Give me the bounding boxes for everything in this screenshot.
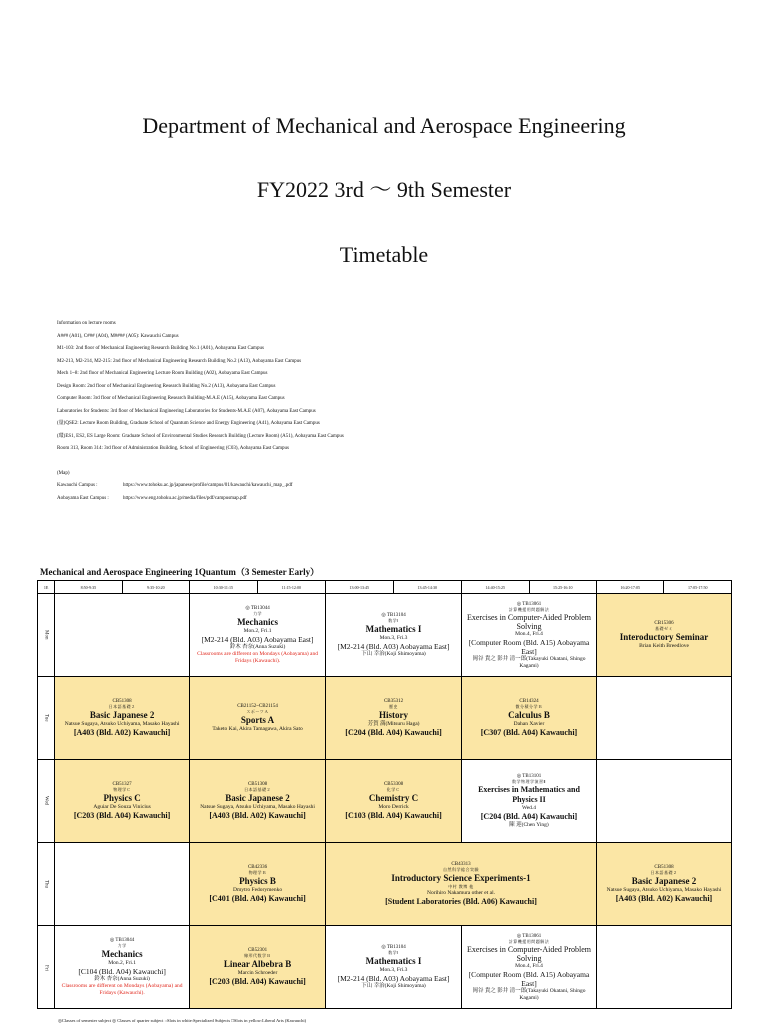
corner-cell: 1E [38, 581, 55, 594]
map-campus: Kawauchi Campus : [57, 483, 98, 488]
class-cell[interactable]: CB51327 物理学Ｃ Physics C Aguiar De Souza Vinicius [C203 (Bld. A04) Kawauchi] [55, 760, 190, 843]
map-link-row [57, 480, 737, 493]
map-link[interactable]: https://www.eng.tohoku.ac.jp/media/files/pdf/campusmap.pdf [123, 495, 247, 501]
class-cell[interactable]: CB52301 線形代数学Ｂ Linear Albebra B Marcin Schroeder [C203 (Bld. A04) Kawauchi] [190, 926, 326, 1009]
page-title: Department of Mechanical and Aerospace Engineering [142, 113, 626, 138]
info-line: (量)QSE2: Lecture Room Building, Graduate School of Quantum Science and Energy Engineering (A41), Aobayama East Campus [57, 421, 320, 426]
day-label: Fri [38, 926, 55, 1009]
empty-slot [596, 677, 731, 760]
info-line: Design Room: 2nd floor of Mechanical Engineering Research Building No.2 (A13), Aobayama East Campus [57, 383, 276, 389]
timetable-title: Mechanical and Aerospace Engineering 1Quantum（3 Semester Early） [40, 567, 320, 577]
class-cell[interactable]: ◎ TB13104 数学Ⅰ Mathematics I Mon.3, Fri.3 [M2-214 (Bld. A03) Aobayama East] 下山 幸治(Koji Shimoyama) [326, 926, 462, 1009]
class-cell[interactable]: CB43313 自然科学総合実験 Introductory Science Experiments-1 中村 教博 他 Norihiro Nakamura other et al. [Student Laboratories (Bld. A06) Kawauchi] [326, 843, 597, 926]
class-cell[interactable]: ◎ TB13061 計算機援用問題解法 Exercises in Computer-Aided Problem Solving Mon.4, Fri.4 [Computer Room (Bld. A15) Aobayama East] 岡谷 貴之 影井 清一郎(Takayuki Okatani, Shingo Kagami) [462, 594, 597, 677]
map-link-row [57, 493, 737, 506]
period-time: 17:05-17:50 [664, 581, 732, 594]
day-label: Tue [38, 677, 55, 760]
day-row-fri [38, 926, 732, 1009]
info-line: A### (A01), C### (A04), M#### (A05): Kawauchi Campus [57, 333, 179, 339]
period-header-row [38, 581, 732, 594]
info-line: Mech 1~8: 2nd floor of Mechanical Engineering Lecture Room Building (A02), Aobayama East Campus [57, 371, 268, 376]
period-time: 11:15-12:00 [257, 581, 325, 594]
period-time: 10:30-11:15 [190, 581, 257, 594]
class-cell[interactable]: ◎ TB13101 数学物理学演習Ⅱ Exercises in Mathematics and Physics II Wed.4 [C204 (Bld. A04) Kawauchi] 陳 迎(Chen Ying) [462, 760, 597, 843]
legend: ◎Classes of semester subject ◎ Classes of quarter subject ::Slots in white:Specialized Subjects □Slots in yellow:Liberal Arts (Kawauchi) [58, 1018, 307, 1023]
lecture-room-info [57, 318, 737, 505]
timetable [37, 580, 732, 1009]
class-cell[interactable]: CB51308 日本語基礎２ Basic Japanese 2 Natsue Sugaya, Atsuko Uchiyama, Masako Hayashi [A403 (Bld. A02) Kawauchi] [190, 760, 326, 843]
period-time: 9:35-10:20 [122, 581, 189, 594]
info-line: Laboratories for Students: 3rd floor of Mechanical Engineering Laboratories for Students-M.A.E (A07), Aobayama East Campus [57, 408, 316, 414]
day-row-tue [38, 677, 732, 760]
empty-slot [55, 594, 190, 677]
class-cell[interactable]: CB21152~CB21154 スポーツＡ Sports A Taketo Kai, Akira Tamagawa, Akira Sato [190, 677, 326, 760]
class-cell[interactable]: CB51308 日本語基礎２ Basic Japanese 2 Natsue Sugaya, Atsuko Uchiyama, Masako Hayashi [A403 (Bld. A02) Kawauchi] [55, 677, 190, 760]
empty-slot [596, 926, 731, 1009]
class-cell[interactable]: CB53308 化学Ｃ Chemistry C Moro Derrick [C103 (Bld. A04) Kawauchi] [326, 760, 462, 843]
class-cell[interactable]: ◎ TB13044 力学 Mechanics Mon.2, Fri.1 [M2-214 (Bld. A03) Aobayama East] 鈴木 杏奈(Anna Suzuki) Classrooms are different on Mondays (Aobayama) and Fridays (Kawauchi). [190, 594, 326, 677]
info-line: Computer Room: 3rd floor of Mechanical Engineering Research Building-M.A.E (A15), Aobayama East Campus [57, 396, 285, 401]
period-time: 8:50-9:35 [55, 581, 122, 594]
class-cell[interactable]: ◎ TB13104 数学Ⅰ Mathematics I Mon.3, Fri.3 [M2-214 (Bld. A03) Aobayama East] 下山 幸治(Koji Shimoyama) [326, 594, 462, 677]
period-time: 16:20-17:05 [596, 581, 663, 594]
info-line: Room 313, Room 314: 3rd floor of Administration Building, School of Engineering (C03), Aobayama East Campus [57, 446, 289, 451]
period-time: 15:25-16:10 [529, 581, 596, 594]
day-row-mon [38, 594, 732, 677]
info-line: M2-213, M2-214, M2-215: 2nd floor of Mechanical Engineering Research Building No.2 (A13), Aobayama East Campus [57, 358, 302, 364]
class-cell[interactable]: CB35312 歴史 History 芳賀 満(Mitsuru Haga) [C204 (Bld. A04) Kawauchi] [326, 677, 462, 760]
day-label: Wed [38, 760, 55, 843]
class-cell[interactable]: CB15306 基礎ゼミ Interoductory Seminar Brian Keith Breedlove [596, 594, 731, 677]
class-cell[interactable]: ◎ TB13061 計算機援用問題解法 Exercises in Computer-Aided Problem Solving Mon.4, Fri.4 [Computer Room (Bld. A15) Aobayama East] 岡谷 貴之 影井 清一郎(Takayuki Okatani, Shingo Kagami) [462, 926, 597, 1009]
info-line: M1-103: 2nd floor of Mechanical Engineering Research Building No.1 (A01), Aobayama East Campus [57, 346, 264, 351]
day-label: Thu [38, 843, 55, 926]
info-line: Information on lecture rooms [57, 321, 116, 326]
class-cell[interactable]: CB14324 微分積分学Ｂ Calculus B Dahan Xavier [C307 (Bld. A04) Kawauchi] [462, 677, 597, 760]
empty-slot [596, 760, 731, 843]
map-campus: Aobayama East Campus : [57, 495, 109, 501]
day-row-wed [38, 760, 732, 843]
info-line: (環)ES1, ES2, ES Large Room: Graduate School of Environmental Studies Research Building (Lecture Room) (A51), Aobayama East Campus [57, 433, 344, 439]
class-cell[interactable]: CB42336 物理学Ｂ Physics B Dmytro Fedorymenko [C401 (Bld. A04) Kawauchi] [190, 843, 326, 926]
period-time: 13:45-14:30 [393, 581, 461, 594]
class-cell[interactable]: CB51308 日本語基礎２ Basic Japanese 2 Natsue Sugaya, Atsuko Uchiyama, Masako Hayashi [A403 (Bld. A02) Kawauchi] [596, 843, 731, 926]
day-row-thu [38, 843, 732, 926]
map-label: (Map) [57, 470, 70, 476]
period-time: 14:40-15:25 [462, 581, 529, 594]
period-time: 13:00-13:45 [326, 581, 393, 594]
class-cell[interactable]: ◎ TB13044 力学 Mechanics Mon.2, Fri.1 [C104 (Bld. A04) Kawauchi] 鈴木 杏奈(Anna Suzuki) Classrooms are different on Mondays (Aobayama) and Fridays (Kawauchi). [55, 926, 190, 1009]
empty-slot [55, 843, 190, 926]
map-link[interactable]: https://www.tohoku.ac.jp/japanese/profile/campus/01/kawauchi/kawauchi_map_.pdf [123, 483, 293, 488]
timetable-heading: Timetable [339, 242, 429, 267]
semester-title: FY2022 3rd ～ 9th Semester [256, 177, 512, 202]
day-label: Mon [38, 594, 55, 677]
